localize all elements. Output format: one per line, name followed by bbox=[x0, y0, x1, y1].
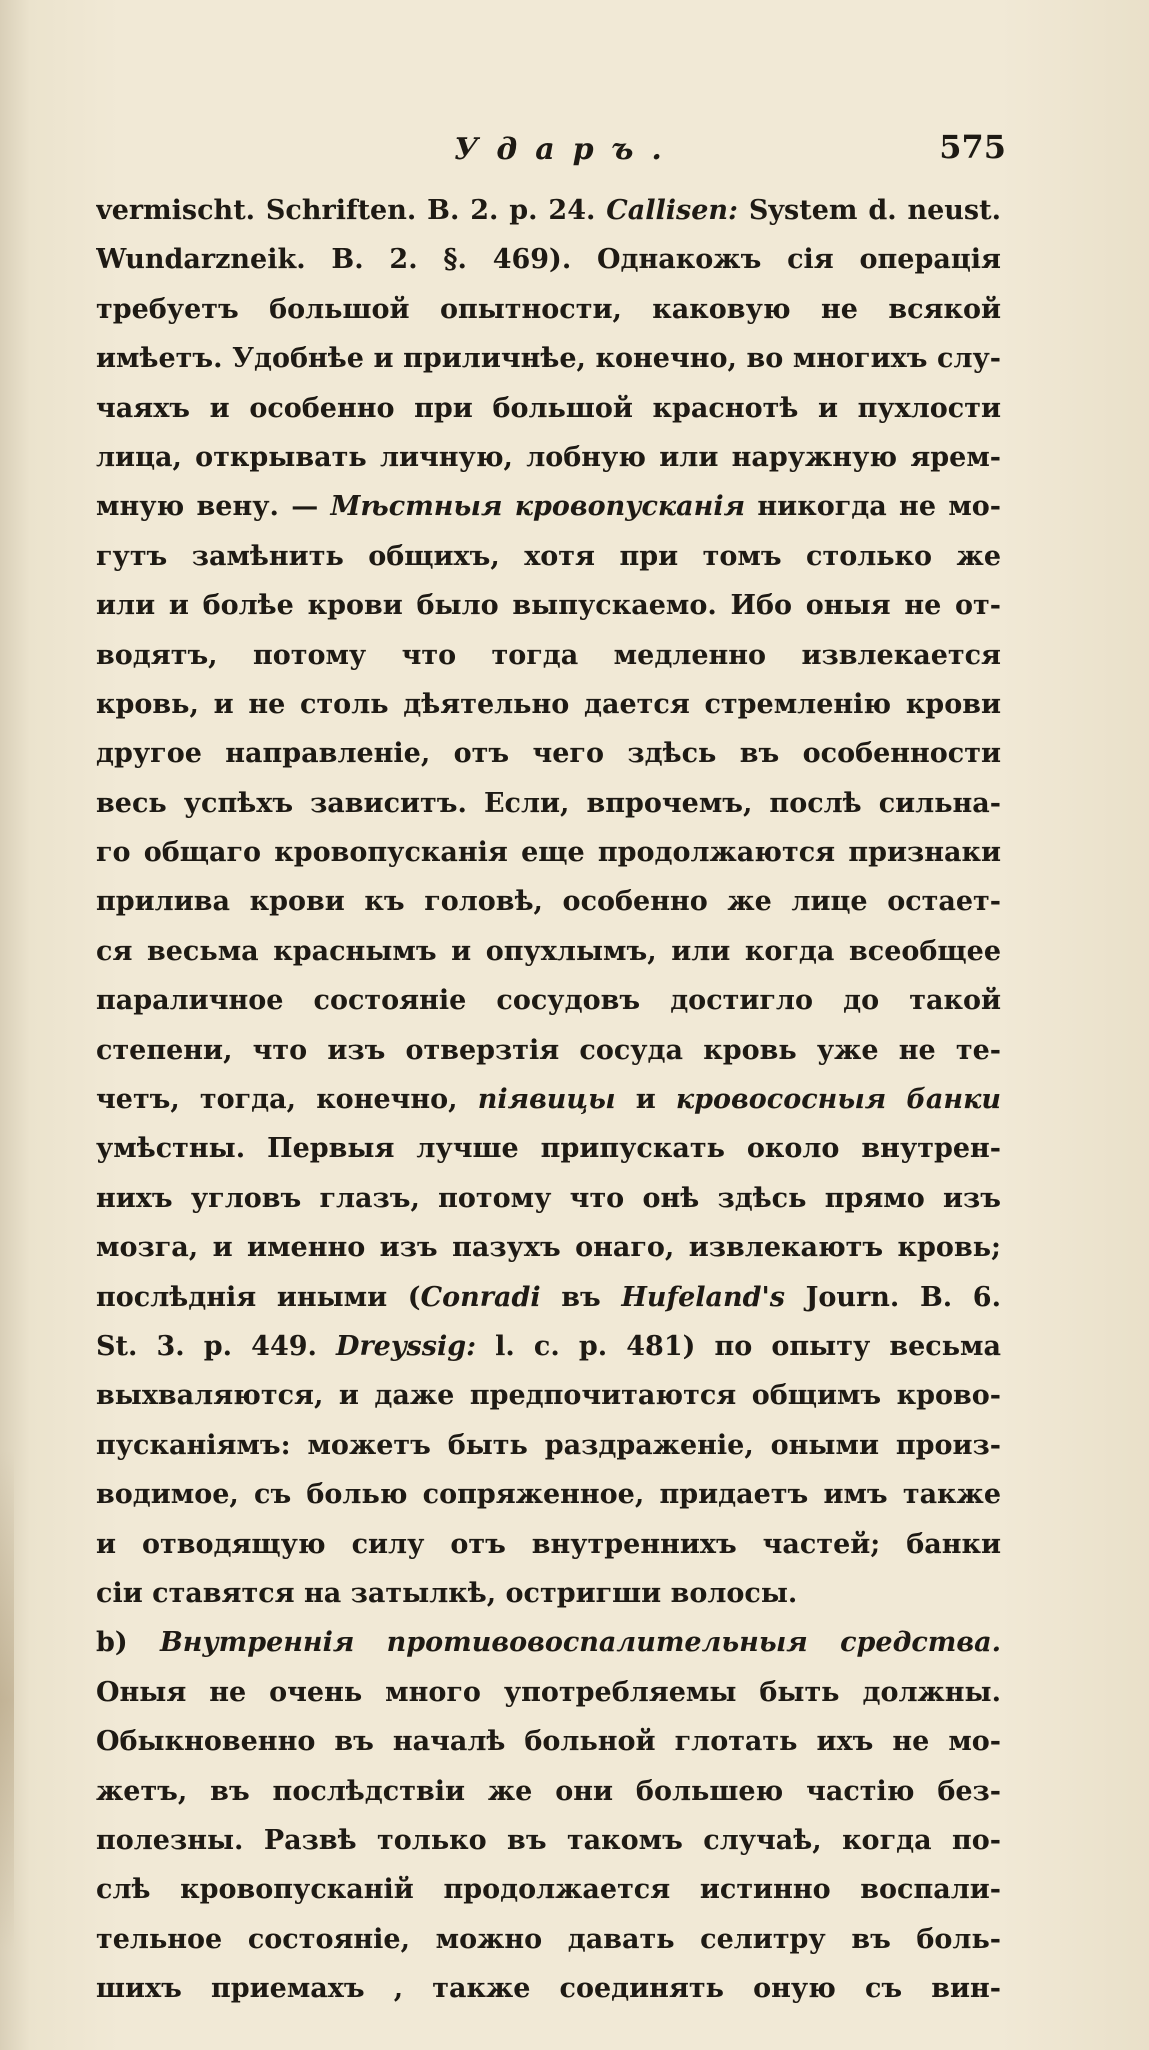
text-run: четъ, тогда, конечно, bbox=[96, 1084, 478, 1116]
text-run: мную вену. — bbox=[96, 491, 331, 523]
text-line bbox=[96, 729, 1001, 778]
text-line bbox=[96, 631, 1001, 680]
text-line bbox=[96, 186, 1001, 235]
text-run: весь успѣхъ зависитъ. Если, впрочемъ, послѣ сильна- bbox=[96, 787, 1001, 819]
text-line bbox=[96, 680, 1001, 729]
italic-run: кровососныя банки bbox=[675, 1084, 1001, 1116]
text-line bbox=[96, 1865, 1001, 1914]
text-line bbox=[96, 1322, 1001, 1371]
italic-run: Callisen: bbox=[606, 195, 738, 226]
text-run: слѣ кровопусканій продолжается истинно воспали- bbox=[96, 1874, 1001, 1906]
text-line bbox=[96, 1470, 1001, 1519]
text-run: Journ. B. 6. bbox=[785, 1281, 1001, 1313]
italic-run: Внутреннія противовоспалительныя средства. bbox=[159, 1627, 1001, 1659]
text-run: сіи ставятся на затылкѣ, остригши волосы. bbox=[96, 1577, 798, 1609]
text-run: степени, что изъ отверзтія сосуда кровь уже не те- bbox=[96, 1034, 1001, 1066]
text-run: или и болѣе крови было выпускаемо. Ибо оныя не от- bbox=[96, 590, 1001, 622]
text-run: нихъ угловъ глазъ, потому что онѣ здѣсь прямо изъ bbox=[96, 1182, 1001, 1214]
text-line bbox=[96, 877, 1001, 926]
text-line bbox=[96, 433, 1001, 482]
text-run: параличное состояніе сосудовъ достигло до такой bbox=[96, 985, 1001, 1017]
text-run: ся весьма краснымъ и опухлымъ, или когда всеобщее bbox=[96, 935, 1001, 967]
text-run: жетъ, въ послѣдствіи же они большею частію без- bbox=[96, 1775, 1001, 1807]
text-line bbox=[96, 384, 1001, 433]
text-line bbox=[96, 1026, 1001, 1075]
text-run: выхваляются, и даже предпочитаются общимъ крово- bbox=[96, 1380, 1001, 1412]
text-run: послѣднія иными ( bbox=[96, 1281, 421, 1313]
text-line bbox=[96, 1520, 1001, 1569]
text-run: и bbox=[615, 1084, 676, 1116]
text-line bbox=[96, 1618, 1001, 1667]
text-run: и отводящую силу отъ внутреннихъ частей; банки bbox=[96, 1528, 1001, 1560]
text-line bbox=[96, 1223, 1001, 1272]
text-line bbox=[96, 581, 1001, 630]
text-line bbox=[96, 976, 1001, 1025]
page-header bbox=[96, 128, 1006, 172]
italic-run: Dreyssig: bbox=[336, 1330, 477, 1362]
text-run: водятъ, потому что тогда медленно извлекается bbox=[96, 639, 1001, 671]
italic-run: Conradi bbox=[420, 1281, 541, 1313]
italic-run: піявицы bbox=[477, 1084, 616, 1116]
text-run: умѣстны. Первыя лучше припускать около внутрен- bbox=[96, 1133, 1001, 1165]
text-line bbox=[96, 1915, 1001, 1964]
text-run: Wundarzneik. B. 2. §. 469). Однакожъ сія операція bbox=[96, 244, 1001, 276]
text-run: пусканіямъ: можетъ быть раздраженіе, оными произ- bbox=[96, 1429, 1001, 1461]
text-run: b) bbox=[96, 1627, 160, 1659]
text-run: го общаго кровопусканія еще продолжаются признаки bbox=[96, 837, 1001, 869]
text-line bbox=[96, 779, 1001, 828]
text-line bbox=[96, 532, 1001, 581]
text-run: въ bbox=[540, 1281, 622, 1313]
text-line bbox=[96, 828, 1001, 877]
text-run: St. 3. p. 449. bbox=[96, 1330, 337, 1362]
text-line bbox=[96, 334, 1001, 383]
body-text bbox=[96, 186, 1001, 2013]
text-line bbox=[96, 1124, 1001, 1173]
text-run: чаяхъ и особенно при большой краснотѣ и пухлости bbox=[96, 392, 1001, 424]
text-line bbox=[96, 235, 1001, 284]
text-run: никогда не мо- bbox=[745, 491, 1001, 523]
text-line bbox=[96, 1075, 1001, 1124]
italic-run: Мѣстныя кровопусканія bbox=[330, 491, 746, 523]
text-run: тельное состояніе, можно давать селитру въ боль- bbox=[96, 1923, 1001, 1955]
text-run: другое направленіе, отъ чего здѣсь въ особенности bbox=[96, 738, 1001, 770]
text-line bbox=[96, 1717, 1001, 1766]
text-line bbox=[96, 1569, 1001, 1618]
text-run: имѣетъ. Удобнѣе и приличнѣе, конечно, во многихъ слу- bbox=[96, 343, 1001, 375]
text-run: Оныя не очень много употребляемы быть должны. bbox=[96, 1676, 1001, 1708]
text-line bbox=[96, 1964, 1001, 2013]
text-line bbox=[96, 1421, 1001, 1470]
text-line bbox=[96, 285, 1001, 334]
text-run: vermischt. Schriften. B. 2. p. 24. bbox=[96, 195, 607, 226]
text-run: гутъ замѣнить общихъ, хотя при томъ столько же bbox=[96, 540, 1001, 572]
text-run: l. c. p. 481) по опыту весьма bbox=[476, 1330, 1001, 1362]
text-line bbox=[96, 1371, 1001, 1420]
text-line bbox=[96, 1174, 1001, 1223]
text-run: полезны. Развѣ только въ такомъ случаѣ, когда по- bbox=[96, 1824, 1001, 1856]
text-run: лица, открывать личную, лобную или наружную ярем- bbox=[96, 441, 1001, 473]
page-edge-shadow bbox=[0, 1450, 14, 1950]
text-line bbox=[96, 1273, 1001, 1322]
text-run: шихъ приемахъ , также соединять оную съ вин- bbox=[96, 1973, 1001, 2005]
text-run: кровь, и не столь дѣятельно дается стремленію крови bbox=[96, 688, 1001, 720]
text-line bbox=[96, 1767, 1001, 1816]
text-line bbox=[96, 482, 1001, 531]
text-line bbox=[96, 927, 1001, 976]
italic-run: Hufeland's bbox=[621, 1281, 785, 1313]
text-run: System d. neust. bbox=[738, 195, 1001, 226]
text-run: мозга, и именно изъ пазухъ онаго, извлекаютъ кровь; bbox=[96, 1232, 1001, 1264]
text-run: прилива крови къ головѣ, особенно же лице остает- bbox=[96, 886, 1001, 918]
text-run: водимое, съ болью сопряженное, придаетъ имъ также bbox=[96, 1479, 1001, 1511]
text-run: требуетъ большой опытности, каковую не всякой bbox=[96, 293, 1001, 325]
text-run: Обыкновенно въ началѣ больной глотать ихъ не мо- bbox=[96, 1726, 1001, 1758]
running-head: Ударъ. bbox=[454, 132, 680, 167]
text-line bbox=[96, 1668, 1001, 1717]
text-line bbox=[96, 1816, 1001, 1865]
page-number: 575 bbox=[939, 128, 1006, 166]
